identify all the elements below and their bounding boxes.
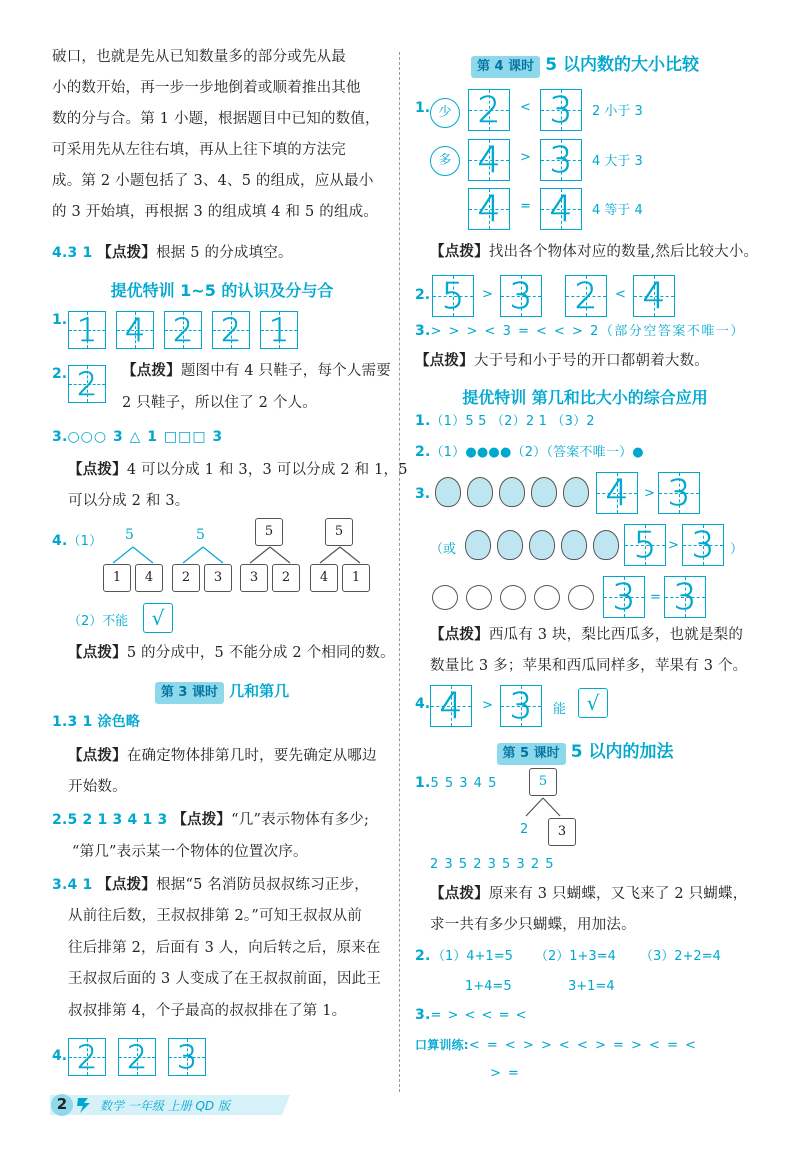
question-number: 4. <box>52 533 68 549</box>
alt-suffix: ） <box>730 542 744 557</box>
tian-grid <box>212 311 250 349</box>
pear-icon <box>531 477 557 507</box>
written-digit: 3 <box>509 275 533 317</box>
tian-grid <box>603 576 645 618</box>
question-number: 2. <box>415 287 431 303</box>
split-lines <box>245 545 295 565</box>
tian-grid <box>540 89 582 131</box>
written-digit: 3 <box>549 89 573 131</box>
written-digit: 4 <box>477 188 501 230</box>
tip-text: 西瓜有 3 块，梨比西瓜多，也就是梨的 <box>488 627 744 643</box>
oral-training-cont <box>490 1058 520 1089</box>
tip-line <box>430 879 747 910</box>
tian-grid <box>540 139 582 181</box>
operator: = <box>520 199 531 214</box>
written-digit: 2 <box>220 311 242 349</box>
equation: （1）4+1=5 <box>432 949 513 964</box>
tip-line <box>430 237 758 268</box>
operator: > <box>482 698 493 713</box>
tip-text: 在确定物体排第几时，要先确定从哪边 <box>126 748 377 764</box>
written-digit: 5 <box>633 524 657 566</box>
tian-grid <box>432 275 474 317</box>
question-number: 4. <box>52 1048 68 1064</box>
apple-icon <box>432 585 458 610</box>
split-top-box: 5 <box>325 518 353 546</box>
operator: < <box>615 287 626 302</box>
tian-grid <box>596 472 638 514</box>
written-digit: 1 <box>76 311 98 349</box>
tian-grid <box>633 275 675 317</box>
written-digit: 4 <box>642 275 666 317</box>
question-4-answer <box>52 238 293 269</box>
split-box: 4 <box>310 564 338 592</box>
pear-icon <box>467 477 493 507</box>
lesson-3-header <box>52 680 392 704</box>
tian-grid <box>664 576 706 618</box>
lesson-title: 5 以内数的大小比较 <box>545 55 699 75</box>
written-digit: 3 <box>673 576 697 618</box>
question-number: 2. <box>52 812 68 828</box>
answer: > = <box>490 1066 521 1081</box>
written-digit: 1 <box>268 311 290 349</box>
written-digit: 5 <box>441 275 465 317</box>
split-box: 3 <box>548 818 576 846</box>
answer: > > > < 3 = < < > 2（部分空答案不唯一） <box>430 324 745 339</box>
split-top-box: 5 <box>255 518 283 546</box>
answer: 4 1 <box>67 877 93 893</box>
comparison-text: 4 等于 4 <box>592 203 643 218</box>
pear-icon <box>561 530 587 560</box>
tip-text: “几”表示物体有多少; <box>231 812 370 828</box>
pear-icon <box>435 477 461 507</box>
written-digit: 3 <box>612 576 636 618</box>
answer: < = < > > < < > = > < = < <box>468 1038 698 1053</box>
tip-label: 【点拨】 <box>430 627 489 643</box>
question-number: 1. <box>52 714 68 730</box>
answer-word: 能 <box>553 702 567 717</box>
text-line: 小的数开始，再一步一步地倒着或顺着推出其他 <box>52 80 361 96</box>
pear-icon <box>497 530 523 560</box>
tian-grid <box>118 1038 156 1076</box>
answer: = > < < = < <box>430 1008 528 1023</box>
lesson-5-q2 <box>415 941 430 972</box>
written-digit: 4 <box>124 311 146 349</box>
tip-text: 叔叔排第 4，个子最高的叔叔排在了第 1。 <box>68 1003 347 1019</box>
tip-line <box>68 741 377 772</box>
question-4-label <box>52 526 102 557</box>
question-number: 1. <box>415 775 431 791</box>
written-digit: 3 <box>691 524 715 566</box>
tian-grid <box>500 685 542 727</box>
question-3-answer <box>415 316 745 347</box>
question-number: 3. <box>415 486 431 502</box>
written-digit: 3 <box>509 685 533 727</box>
pear-icon <box>593 530 619 560</box>
operator: > <box>520 150 531 165</box>
lesson-4-header <box>415 50 755 78</box>
apple-icon <box>500 585 526 610</box>
tip-text: 大于号和小于号的开口都朝着大数。 <box>473 353 710 369</box>
answer: 3 1 <box>67 245 93 261</box>
sub-question: （2）不能 <box>68 614 129 629</box>
tip-line <box>415 346 709 377</box>
tip-label: 【点拨】 <box>122 363 181 379</box>
tip-label: 【点拨】 <box>68 462 127 478</box>
tip-text: 4 可以分成 1 和 3，3 可以分成 2 和 1，5 <box>126 462 408 478</box>
operator: > <box>668 538 679 553</box>
answer: （1）●●●●（2）（答案不唯一）● <box>430 445 644 460</box>
pear-icon <box>529 530 555 560</box>
tian-grid <box>68 311 106 349</box>
tian-grid <box>624 524 666 566</box>
tian-grid <box>565 275 607 317</box>
answer: （1）5 5 （2）2 1 （3）2 <box>430 414 595 429</box>
checkmark-box: √ <box>143 603 173 633</box>
text-line: 破口，也就是先从已知数量多的部分或先从最 <box>52 49 346 65</box>
written-digit: 3 <box>667 472 691 514</box>
pear-icon <box>499 477 525 507</box>
operator: < <box>520 100 531 115</box>
written-digit: 2 <box>126 1038 148 1076</box>
question-number: 3. <box>52 429 68 445</box>
section-title-comprehensive: 提优特训 第几和比大小的综合应用 <box>462 388 708 407</box>
split-box: 1 <box>342 564 370 592</box>
label-circle: 多 <box>430 146 460 176</box>
answer: 5 2 1 3 4 1 3 <box>67 812 168 828</box>
tian-grid <box>68 365 106 403</box>
written-digit: 2 <box>574 275 598 317</box>
tip-text: 2 只鞋子，所以住了 2 个人。 <box>122 395 317 411</box>
operator: > <box>644 486 655 501</box>
sub-question: （1） <box>67 534 103 549</box>
tip-label: 【点拨】 <box>68 748 127 764</box>
page-footer <box>40 1092 340 1118</box>
split-top: 5 <box>196 527 205 543</box>
tip-text: “第几”表示某一个物体的位置次序。 <box>72 844 308 860</box>
checkmark-box: √ <box>578 688 608 718</box>
pear-icon <box>465 530 491 560</box>
equation: 3+1=4 <box>568 979 615 994</box>
written-digit: 4 <box>605 472 629 514</box>
operator: > <box>482 287 493 302</box>
s2-q2 <box>415 437 644 468</box>
split-lines <box>315 545 365 565</box>
tip-text: 原来有 3 只蝴蝶，又飞来了 2 只蝴蝶， <box>488 886 748 902</box>
question-number: 2. <box>52 366 68 382</box>
written-digit: 2 <box>76 365 98 403</box>
tip-text: 从前往后数，王叔叔排第 2。”可知王叔叔从前 <box>68 908 362 924</box>
lesson-badge: 第 3 课时 <box>155 682 224 704</box>
section-title-1-5: 提优特训 1~5 的认识及分与合 <box>110 281 334 300</box>
comparison-text: 4 大于 3 <box>592 154 643 169</box>
written-digit: 3 <box>549 139 573 181</box>
lesson-3-q3 <box>52 870 369 901</box>
tian-grid <box>500 275 542 317</box>
tip-line <box>68 638 395 669</box>
equation: （2）1+3=4 <box>535 949 616 964</box>
tip-text: 找出各个物体对应的数量,然后比较大小。 <box>488 244 759 260</box>
tip-label: 【点拨】 <box>430 244 489 260</box>
comparison-text: 2 小于 3 <box>592 104 643 119</box>
lesson-5-q1 <box>415 768 497 799</box>
lesson-3-q2 <box>52 805 369 836</box>
oral-label: 口算训练: <box>415 1038 469 1052</box>
tip-text: 5 的分成中，5 不能分成 2 个相同的数。 <box>126 645 395 661</box>
split-lines <box>178 545 228 565</box>
tian-grid <box>68 1038 106 1076</box>
s2-q1 <box>415 406 595 437</box>
written-digit: 2 <box>76 1038 98 1076</box>
answer: 5 5 3 4 5 <box>430 776 498 791</box>
lesson-5-q1-row <box>430 849 555 880</box>
label-circle: 少 <box>430 98 460 128</box>
split-top-box: 5 <box>529 768 557 796</box>
text-line: 可采用先从左往右填，再从上往下填的方法完 <box>52 142 346 158</box>
tian-grid <box>164 311 202 349</box>
tip-label: 【点拨】 <box>415 353 474 369</box>
intro-paragraph <box>52 42 392 228</box>
tip-text: 开始数。 <box>68 779 127 795</box>
tian-grid <box>430 685 472 727</box>
question-number: 3. <box>415 323 431 339</box>
split-box: 3 <box>204 564 232 592</box>
answer: ○○○ 3 △ 1 □□□ 3 <box>67 429 224 445</box>
tip-text: 题图中有 4 只鞋子，每个人需要 <box>180 363 391 379</box>
tip-label: 【点拨】 <box>97 245 157 261</box>
tip-line <box>430 620 743 651</box>
oral-training <box>415 1030 698 1061</box>
tian-grid <box>468 139 510 181</box>
tip-text: 可以分成 2 和 3。 <box>68 493 190 509</box>
answer: 2 3 5 2 3 5 3 2 5 <box>430 857 555 872</box>
written-digit: 3 <box>176 1038 198 1076</box>
tip-line <box>68 455 408 486</box>
split-box: 3 <box>240 564 268 592</box>
tip-label: 【点拨】 <box>172 812 232 828</box>
tip-line <box>122 356 391 387</box>
tip-label: 【点拨】 <box>97 877 157 893</box>
lesson-badge: 第 5 课时 <box>497 743 566 765</box>
text-line: 的 3 开始填，再根据 3 的组成填 4 和 5 的组成。 <box>52 204 379 220</box>
question-number: 2. <box>415 948 431 964</box>
text-line: 数的分与合。第 1 小题，根据题目中已知的数值， <box>52 111 380 127</box>
question-number: 3. <box>52 877 68 893</box>
question-number: 1. <box>415 413 431 429</box>
split-left: 2 <box>520 822 529 837</box>
split-lines <box>518 796 568 818</box>
split-box: 2 <box>272 564 300 592</box>
written-digit: 4 <box>439 685 463 727</box>
tip-text: 数量比 3 多；苹果和西瓜同样多，苹果有 3 个。 <box>430 658 748 674</box>
split-box: 4 <box>135 564 163 592</box>
tip-label: 【点拨】 <box>430 886 489 902</box>
split-lines <box>108 545 158 565</box>
lesson-3-q1 <box>52 707 140 738</box>
tian-grid <box>116 311 154 349</box>
equation: 1+4=5 <box>465 979 512 994</box>
tian-grid <box>658 472 700 514</box>
question-number: 4. <box>52 245 68 261</box>
lesson-5-q3 <box>415 1000 528 1031</box>
tip-text: 王叔叔后面的 3 人变成了在王叔叔前面，因此王 <box>68 971 382 987</box>
question-number: 1. <box>52 312 68 328</box>
tip-text: 根据“5 名消防员叔叔练习正步， <box>156 877 370 893</box>
pear-icon <box>563 477 589 507</box>
tian-grid <box>468 89 510 131</box>
written-digit: 2 <box>172 311 194 349</box>
lesson-badge: 第 4 课时 <box>471 56 540 78</box>
question-number: 4. <box>415 696 431 712</box>
written-digit: 2 <box>477 89 501 131</box>
page-number: 2 <box>56 1095 68 1113</box>
tip-label: 【点拨】 <box>68 645 127 661</box>
tip-text: 根据 5 的分成填空。 <box>156 245 293 261</box>
lesson-title: 5 以内的加法 <box>570 742 674 762</box>
tian-grid <box>260 311 298 349</box>
equation: （3）2+2=4 <box>640 949 721 964</box>
lesson-5-header <box>415 737 755 765</box>
answer: 3 1 涂色略 <box>67 714 141 730</box>
question-number: 3. <box>415 1007 431 1023</box>
column-divider <box>399 52 400 1092</box>
written-digit: 4 <box>549 188 573 230</box>
tian-grid <box>468 188 510 230</box>
operator: = <box>650 590 661 605</box>
apple-icon <box>466 585 492 610</box>
question-number: 2. <box>415 444 431 460</box>
footer-text: 数学 一年级 上册 QD 版 <box>100 1099 230 1113</box>
apple-icon <box>568 585 594 610</box>
split-top: 5 <box>125 527 134 543</box>
apple-icon <box>534 585 560 610</box>
tip-text: 往后排第 2，后面有 3 人，向后转之后，原来在 <box>68 940 381 956</box>
split-box: 1 <box>103 564 131 592</box>
split-box: 2 <box>172 564 200 592</box>
text-line: 成。第 2 小题包括了 3、4、5 的组成，应从最小 <box>52 173 374 189</box>
tip-text: 求一共有多少只蝴蝶，用加法。 <box>430 917 636 933</box>
written-digit: 4 <box>477 139 501 181</box>
lesson-title: 几和第几 <box>229 682 290 700</box>
alt-prefix: （或 <box>430 542 457 557</box>
question-3-answer <box>52 422 223 453</box>
tian-grid <box>682 524 724 566</box>
question-number: 1. <box>415 100 431 116</box>
tian-grid <box>540 188 582 230</box>
tian-grid <box>168 1038 206 1076</box>
